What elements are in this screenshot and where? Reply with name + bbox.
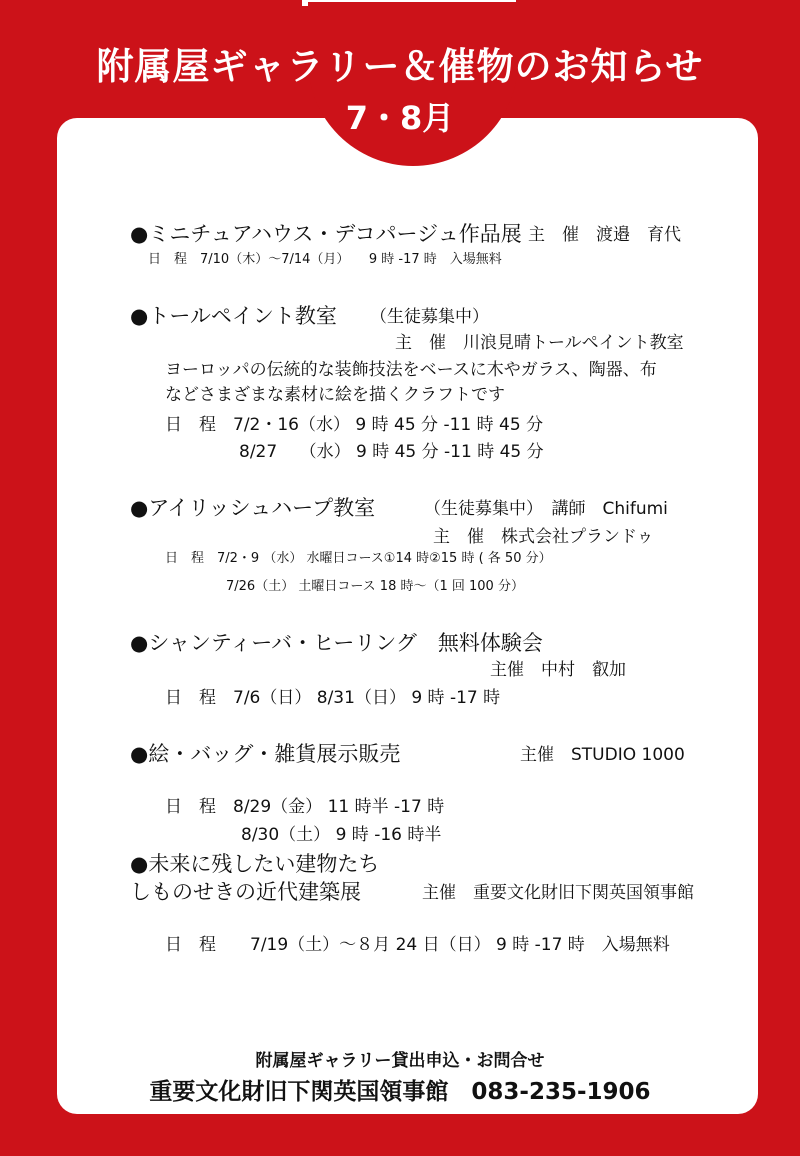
event-2-note: （生徒募集中）: [370, 307, 489, 327]
event-4-title: ●シャンティーバ・ヒーリング 無料体験会: [130, 631, 543, 655]
event-5-schedule-1: 日 程 8/29（金） 11 時半 -17 時: [165, 797, 445, 817]
event-3-host: 主 催 株式会社プランドゥ: [433, 527, 654, 547]
event-2-schedule-2: 8/27 （水） 9 時 45 分 -11 時 45 分: [239, 442, 544, 462]
page-subtitle: 7・8月: [345, 99, 455, 137]
event-4-host: 主催 中村 叡加: [490, 660, 626, 680]
event-4-schedule: 日 程 7/6（日） 8/31（日） 9 時 -17 時: [165, 688, 501, 708]
event-2-host: 主 催 川浪見晴トールペイント教室: [395, 333, 684, 353]
content-card: [57, 118, 758, 1114]
event-5-schedule-2: 8/30（土） 9 時 -16 時半: [241, 825, 442, 845]
event-3-schedule-2: 7/26（土） 土曜日コース 18 時～（1 回 100 分）: [226, 579, 524, 594]
event-5-host: 主催 STUDIO 1000: [520, 745, 685, 765]
event-6-host: 主催 重要文化財旧下関英国領事館: [422, 883, 694, 903]
event-6-title-1: ●未来に残したい建物たち: [130, 852, 380, 876]
event-2-schedule-1: 日 程 7/2・16（水） 9 時 45 分 -11 時 45 分: [165, 415, 544, 435]
event-2-title: ●トールペイント教室: [130, 304, 337, 328]
event-1-title: ●ミニチュアハウス・デコパージュ作品展: [130, 222, 522, 246]
event-3-title: ●アイリッシュハープ教室: [130, 496, 376, 520]
event-6-schedule: 日 程 7/19（土）～８月 24 日（日） 9 時 -17 時 入場無料: [165, 935, 670, 955]
event-3-note: （生徒募集中） 講師 Chifumi: [424, 499, 668, 519]
event-6-title-2: しものせきの近代建築展: [130, 880, 361, 904]
footer-inquiry: 附属屋ギャラリー貸出申込・お問合せ: [255, 1051, 545, 1071]
event-2-description-1: ヨーロッパの伝統的な装飾技法をベースに木やガラス、陶器、布: [165, 360, 657, 380]
event-1-schedule: 日 程 7/10（木）～7/14（月） 9 時 -17 時 入場無料: [148, 252, 502, 267]
event-5-title: ●絵・バッグ・雑貨展示販売: [130, 742, 401, 766]
footer-contact: 重要文化財旧下関英国領事館 083-235-1906: [149, 1079, 651, 1105]
page-title: 附属屋ギャラリー＆催物のお知らせ: [96, 45, 704, 88]
event-2-description-2: などさまざまな素材に絵を描くクラフトです: [165, 385, 505, 405]
event-1-host: 主 催 渡邉 育代: [528, 225, 681, 245]
event-3-schedule-1: 日 程 7/2・9 （水） 水曜日コース①14 時②15 時 ( 各 50 分）: [165, 551, 552, 566]
